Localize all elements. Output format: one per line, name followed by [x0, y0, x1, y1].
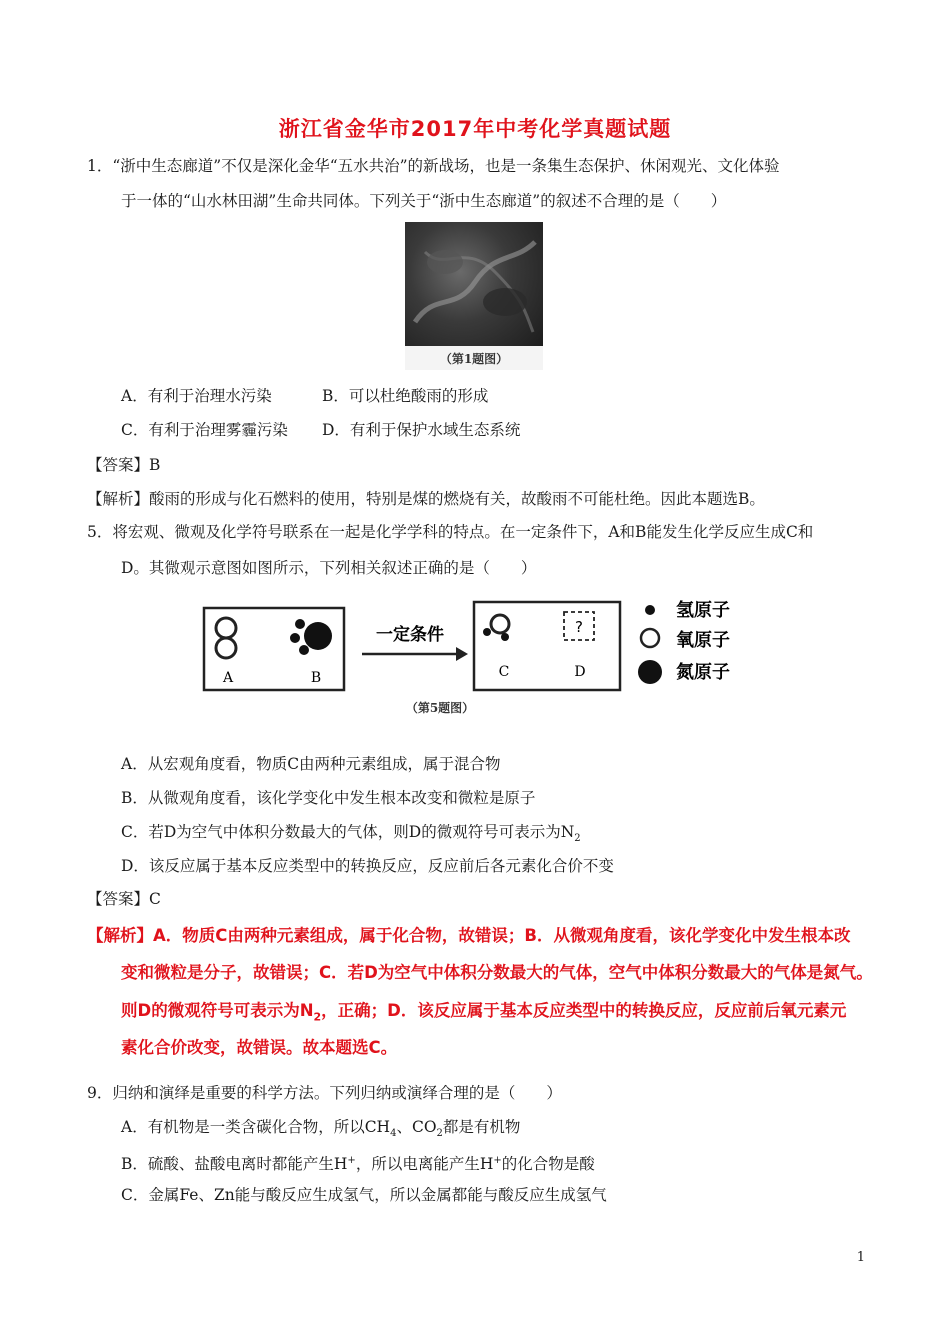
q1-option-c: C．有利于治理雾霾污染 — [121, 421, 288, 439]
q5-option-d: D．该反应属于基本反应类型中的转换反应，反应前后各元素化合价不变 — [121, 857, 614, 875]
legend-oxygen-symbol — [641, 629, 659, 647]
q9-option-a-sub1: 4 — [390, 1128, 397, 1140]
nitrogen-atom — [304, 622, 332, 650]
arrow-text: 一定条件 — [376, 625, 444, 645]
label-d: D — [574, 664, 586, 680]
q5-stem-line2: D。其微观示意图如图所示，下列相关叙述正确的是（ ） — [121, 559, 537, 577]
q1-stem-line2: 于一体的“山水林田湖”生命共同体。下列关于“浙中生态廊道”的叙述不合理的是（ ） — [121, 192, 727, 210]
q1-option-b: B．可以杜绝酸雨的形成 — [322, 387, 489, 405]
q9-option-b-post: 的化合物是酸 — [501, 1155, 595, 1174]
water-hydrogen-atom-1 — [483, 628, 491, 636]
q9-option-b-sup2: + — [493, 1155, 502, 1166]
hydrogen-atom-1 — [295, 619, 305, 629]
q5-option-c — [121, 822, 581, 849]
oxygen-atom-2 — [216, 638, 236, 658]
label-b: B — [310, 670, 322, 686]
reaction-svg — [200, 594, 760, 698]
q9-option-b — [121, 1151, 595, 1174]
q5-figure-caption: （第5题图） — [405, 701, 475, 715]
q5-reaction-diagram — [200, 594, 760, 720]
q9-option-a-sub2: 2 — [436, 1128, 443, 1140]
q1-figure — [405, 222, 543, 370]
q1-figure-caption: （第1题图） — [439, 352, 509, 366]
q9-option-a-post: 都是有机物 — [442, 1118, 521, 1136]
legend-nitrogen-symbol — [638, 660, 662, 684]
q1-option-d: D．有利于保护水域生态系统 — [322, 421, 521, 439]
legend-oxygen-label: 氧原子 — [676, 630, 730, 651]
q5-option-a: A．从宏观角度看，物质C由两种元素组成，属于混合物 — [121, 755, 501, 773]
page-number: 1 — [856, 1250, 865, 1265]
page-title: 浙江省金华市2017年中考化学真题试题 — [278, 117, 672, 141]
q9-option-b-sup1: + — [347, 1155, 356, 1166]
q5-analysis-line4: 素化合价改变，故错误。故本题选C。 — [121, 1038, 398, 1057]
label-c: C — [498, 664, 510, 680]
q5-analysis-line3 — [121, 997, 846, 1023]
q9-option-a-pre: A．有机物是一类含碳化合物，所以CH — [121, 1118, 391, 1136]
q5-analysis-line3-subscript: 2 — [313, 1010, 322, 1024]
q5-answer: 【答案】C — [87, 890, 161, 908]
q9-option-a — [121, 1117, 520, 1144]
hydrogen-atom-3 — [299, 645, 309, 655]
q1-answer: 【答案】B — [87, 456, 161, 474]
q5-stem-line1: 5．将宏观、微观及化学符号联系在一起是化学学科的特点。在一定条件下，A和B能发生化学反应生成C和 — [87, 523, 814, 541]
water-hydrogen-atom-2 — [501, 633, 509, 641]
q5-analysis-line1: 【解析】A．物质C由两种元素组成，属于化合物，故错误；B．从微观角度看，该化学变化中发生根本改 — [87, 926, 851, 945]
q1-photo-image — [405, 222, 543, 346]
q1-analysis: 【解析】酸雨的形成与化石燃料的使用，特别是煤的燃烧有关，故酸雨不可能杜绝。因此本题选B。 — [87, 490, 765, 508]
q5-analysis-line3-post: ，正确；D．该反应属于基本反应类型中的转换反应，反应前后氧元素元 — [321, 1001, 847, 1020]
q9-option-b-pre: B．硫酸、盐酸电离时都能产生H — [121, 1155, 348, 1174]
label-a: A — [222, 670, 234, 686]
q1-stem-line1: 1．“浙中生态廊道”不仅是深化金华“五水共治”的新战场，也是一条集生态保护、休闲观光、文化体验 — [87, 157, 780, 175]
q9-option-c: C．金属Fe、Zn能与酸反应生成氢气，所以金属都能与酸反应生成氢气 — [121, 1186, 607, 1204]
legend-nitrogen-label: 氮原子 — [676, 662, 730, 683]
legend-hydrogen-symbol — [645, 605, 655, 615]
q5-option-c-subscript: 2 — [574, 833, 581, 845]
q1-option-a: A．有利于治理水污染 — [121, 387, 272, 405]
q9-option-b-mid: ，所以电离能产生H — [355, 1155, 494, 1174]
water-oxygen-atom — [491, 615, 509, 633]
q5-option-c-text: C．若D为空气中体积分数最大的气体，则D的微观符号可表示为N — [121, 823, 575, 841]
oxygen-atom-1 — [216, 618, 236, 638]
reaction-arrow-head — [456, 647, 468, 661]
q9-stem: 9．归纳和演绎是重要的科学方法。下列归纳或演绎合理的是（ ） — [87, 1084, 562, 1102]
q5-analysis-line3-pre: 则D的微观符号可表示为N — [121, 1001, 314, 1020]
q9-option-a-mid: 、CO — [396, 1118, 437, 1136]
q5-option-b: B．从微观角度看，该化学变化中发生根本改变和微粒是原子 — [121, 789, 536, 807]
q5-analysis-line2: 变和微粒是分子，故错误；C．若D为空气中体积分数最大的气体，空气中体积分数最大的气体是氮气。 — [121, 963, 873, 982]
legend-hydrogen-label: 氢原子 — [676, 600, 730, 621]
unknown-mark: ? — [575, 618, 583, 636]
hydrogen-atom-2 — [290, 633, 300, 643]
